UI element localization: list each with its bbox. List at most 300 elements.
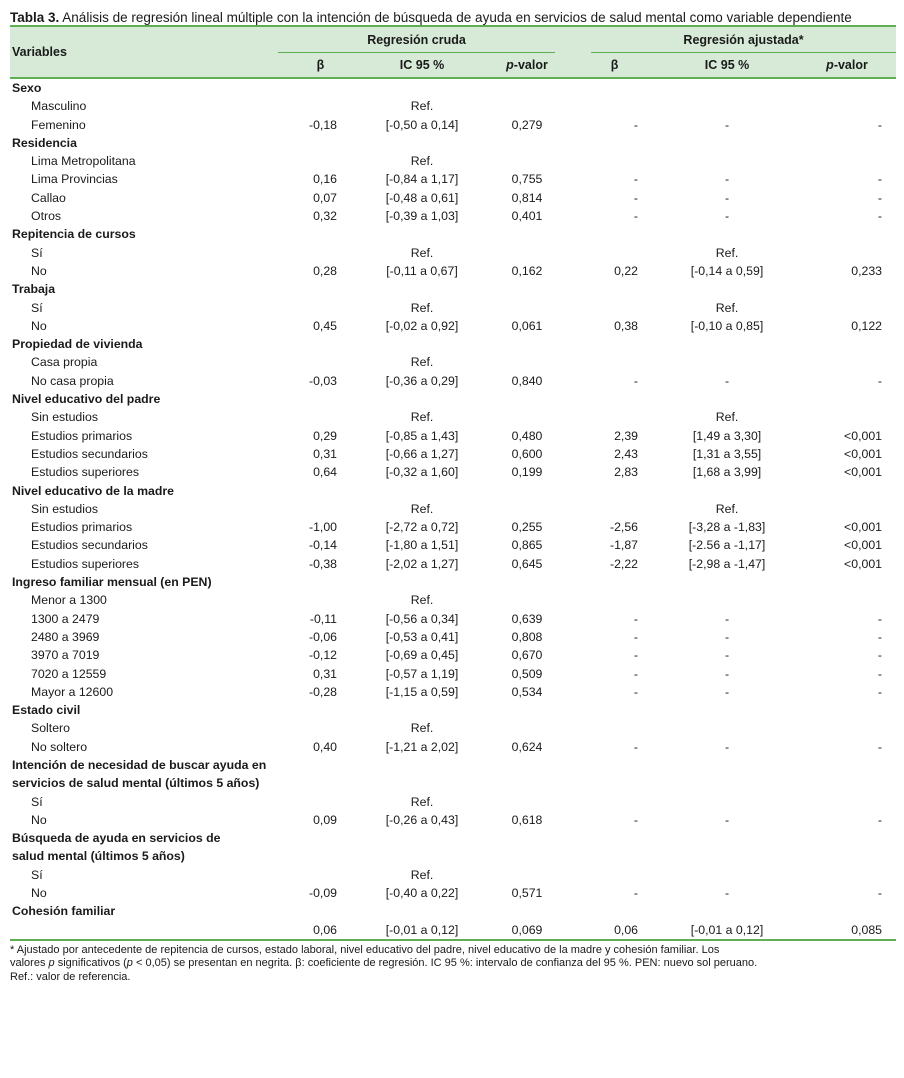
cell-beta-adjusted: 0,22 (614, 263, 639, 278)
header-p-crude (481, 53, 573, 78)
cell-beta-crude (278, 299, 363, 317)
row-label: Otros (31, 209, 62, 224)
table-row (10, 372, 896, 390)
cell-beta-crude: 0,31 (313, 446, 337, 461)
header-p-adjusted-suffix: -valor (833, 58, 868, 72)
cell-p-adjusted (798, 902, 896, 920)
row-label: Estudios secundarios (31, 446, 148, 461)
row-label: Sin estudios (31, 501, 98, 516)
cell-beta-adjusted (573, 774, 656, 792)
cell-ci-crude: [-0,53 a 0,41] (385, 629, 459, 644)
cell-ci-adjusted (656, 390, 798, 408)
row-label: No (31, 263, 47, 278)
cell-p-crude: 0,480 (511, 428, 543, 443)
cell-p-adjusted: <0,001 (844, 428, 883, 443)
cell-ci-crude: Ref. (410, 99, 434, 114)
category-label: Trabaja (12, 282, 56, 297)
cell-beta-crude (278, 97, 363, 115)
cell-p-crude: 0,755 (511, 172, 543, 187)
cell-ci-crude (363, 78, 481, 97)
cell-beta-crude: -0,12 (308, 648, 337, 663)
cell-p-crude: 0,639 (511, 611, 543, 626)
cell-ci-adjusted (656, 78, 798, 97)
table-row (10, 353, 896, 371)
row-label: Mayor a 12600 (31, 684, 114, 699)
cell-beta-crude: -0,14 (308, 538, 337, 553)
cell-ci-crude: [-2,02 a 1,27] (385, 556, 459, 571)
category-row (10, 280, 896, 298)
cell-ci-crude: [-0,69 a 0,45] (385, 648, 459, 663)
cell-p-crude: 0,670 (511, 648, 543, 663)
category-label: Estado civil (12, 703, 81, 718)
cell-p-adjusted (798, 408, 896, 426)
table-row (10, 719, 896, 737)
table-figure (10, 10, 896, 984)
cell-p-crude (481, 244, 573, 262)
cell-ci-crude: [-0,50 a 0,14] (385, 117, 459, 132)
cell-p-adjusted (798, 701, 896, 719)
table-body (10, 78, 896, 940)
table-row (10, 884, 896, 902)
cell-p-adjusted: <0,001 (844, 446, 883, 461)
cell-beta-crude (278, 847, 363, 865)
cell-p-adjusted: 0,122 (851, 318, 883, 333)
cell-ci-crude (363, 573, 481, 591)
cell-ci-adjusted: - (724, 886, 730, 901)
cell-ci-adjusted (656, 793, 798, 811)
table-row (10, 445, 896, 463)
cell-ci-crude: Ref. (410, 501, 434, 516)
cell-beta-crude (278, 134, 363, 152)
cell-p-adjusted: - (877, 739, 883, 754)
cell-ci-adjusted: Ref. (715, 410, 739, 425)
cell-beta-adjusted (573, 701, 656, 719)
cell-ci-adjusted (656, 866, 798, 884)
cell-p-crude: 0,865 (511, 538, 543, 553)
category-row (10, 573, 896, 591)
header-variables: Variables (10, 26, 278, 78)
cell-ci-crude: [-0,40 a 0,22] (385, 886, 459, 901)
cell-ci-adjusted: [-2,98 a -1,47] (688, 556, 766, 571)
row-label: Soltero (31, 721, 70, 736)
cell-ci-crude (363, 756, 481, 774)
cell-ci-crude: Ref. (410, 355, 434, 370)
cell-ci-adjusted: - (724, 190, 730, 205)
table-row (10, 207, 896, 225)
table-row (10, 738, 896, 756)
cell-beta-adjusted (573, 902, 656, 920)
cell-ci-adjusted: - (724, 739, 730, 754)
category-row (10, 774, 896, 792)
cell-p-crude: 0,061 (511, 318, 543, 333)
cell-beta-adjusted (573, 793, 656, 811)
cell-p-adjusted (798, 500, 896, 518)
cell-ci-crude (363, 774, 481, 792)
cell-beta-adjusted: 0,38 (614, 318, 639, 333)
cell-ci-adjusted (656, 774, 798, 792)
cell-beta-crude (278, 408, 363, 426)
cell-beta-adjusted (573, 335, 656, 353)
table-row (10, 262, 896, 280)
table-row (10, 518, 896, 536)
cell-ci-adjusted: [-0,14 a 0,59] (690, 263, 764, 278)
cell-beta-adjusted (573, 866, 656, 884)
cell-beta-adjusted (573, 134, 656, 152)
cell-ci-adjusted (656, 97, 798, 115)
table-row (10, 610, 896, 628)
category-row (10, 335, 896, 353)
cell-ci-crude: [-0,66 a 1,27] (385, 446, 459, 461)
row-label: 7020 a 12559 (31, 666, 107, 681)
footnote-line-2-b: significativos ( (54, 957, 127, 970)
cell-ci-crude (363, 225, 481, 243)
table-row (10, 152, 896, 170)
cell-beta-crude (278, 280, 363, 298)
cell-p-crude: 0,600 (511, 446, 543, 461)
row-label: No (31, 886, 47, 901)
cell-p-adjusted (798, 793, 896, 811)
cell-beta-crude (278, 774, 363, 792)
category-label: Cohesión familiar (12, 904, 116, 919)
cell-ci-crude (363, 390, 481, 408)
cell-ci-adjusted: - (724, 812, 730, 827)
cell-p-crude (481, 280, 573, 298)
cell-p-adjusted (798, 78, 896, 97)
cell-beta-crude: -0,28 (308, 684, 337, 699)
row-label: No soltero (31, 739, 88, 754)
cell-p-crude: 0,618 (511, 812, 543, 827)
cell-p-adjusted: - (877, 172, 883, 187)
row-label: Femenino (31, 117, 86, 132)
cell-beta-adjusted (573, 353, 656, 371)
cell-p-crude (481, 335, 573, 353)
cell-ci-adjusted: - (724, 611, 730, 626)
regression-table (10, 25, 896, 941)
cell-p-adjusted (798, 390, 896, 408)
cell-p-crude (481, 866, 573, 884)
category-row (10, 134, 896, 152)
cell-beta-crude (278, 591, 363, 609)
cell-beta-crude: 0,40 (313, 739, 337, 754)
table-row (10, 317, 896, 335)
header-group-adjusted-label: Regresión ajustada* (591, 28, 896, 53)
category-label: Nivel educativo del padre (12, 392, 161, 407)
cell-ci-crude (363, 829, 481, 847)
row-label: Masculino (31, 99, 87, 114)
table-row (10, 921, 896, 940)
cell-beta-crude: 0,06 (278, 921, 363, 940)
row-label: Sí (31, 245, 43, 260)
cell-p-adjusted: - (877, 611, 883, 626)
cell-p-adjusted (798, 152, 896, 170)
cell-p-adjusted (798, 134, 896, 152)
cell-p-adjusted: 0,233 (851, 263, 883, 278)
row-label: Lima Provincias (31, 172, 118, 187)
cell-ci-crude: Ref. (410, 300, 434, 315)
cell-p-adjusted: - (877, 117, 883, 132)
cell-beta-crude (278, 866, 363, 884)
cell-p-adjusted: <0,001 (844, 520, 883, 535)
cell-ci-crude (363, 335, 481, 353)
cell-ci-adjusted: [-0,10 a 0,85] (690, 318, 764, 333)
cell-p-adjusted: - (877, 648, 883, 663)
row-label: No (31, 318, 47, 333)
category-label: salud mental (últimos 5 años) (12, 849, 185, 864)
cell-p-crude (481, 829, 573, 847)
cell-p-crude: 0,624 (511, 739, 543, 754)
cell-p-adjusted (798, 756, 896, 774)
cell-p-crude: 0,840 (511, 373, 543, 388)
cell-ci-adjusted: - (724, 373, 730, 388)
cell-p-adjusted: - (877, 373, 883, 388)
category-row (10, 756, 896, 774)
cell-beta-crude: 0,64 (313, 465, 337, 480)
cell-ci-crude: Ref. (410, 245, 434, 260)
table-row (10, 793, 896, 811)
cell-ci-crude: [-0,84 a 1,17] (385, 172, 459, 187)
footnote-p-italic-2: p (126, 957, 133, 970)
table-row (10, 500, 896, 518)
cell-ci-crude: Ref. (410, 794, 434, 809)
cell-ci-crude (363, 280, 481, 298)
cell-p-crude: 0,571 (511, 886, 543, 901)
cell-beta-adjusted: -2,56 (609, 520, 639, 535)
cell-p-adjusted (798, 866, 896, 884)
cell-beta-crude (278, 225, 363, 243)
cell-p-crude: 0,279 (511, 117, 543, 132)
cell-p-adjusted: - (877, 886, 883, 901)
cell-beta-adjusted (573, 390, 656, 408)
cell-beta-adjusted (573, 482, 656, 500)
cell-beta-adjusted: - (633, 611, 639, 626)
cell-ci-adjusted (656, 719, 798, 737)
cell-beta-adjusted: - (633, 666, 639, 681)
cell-beta-adjusted (573, 591, 656, 609)
category-label: servicios de salud mental (últimos 5 años) (12, 776, 260, 791)
cell-p-adjusted (798, 482, 896, 500)
cell-beta-adjusted: -2,22 (609, 556, 639, 571)
table-row (10, 170, 896, 188)
cell-beta-crude (278, 353, 363, 371)
category-label: Búsqueda de ayuda en servicios de (12, 831, 221, 846)
cell-ci-crude: Ref. (410, 721, 434, 736)
cell-p-crude (481, 225, 573, 243)
table-row (10, 866, 896, 884)
cell-p-crude (481, 97, 573, 115)
row-label (10, 921, 278, 940)
cell-p-adjusted (798, 774, 896, 792)
cell-beta-adjusted: -1,87 (609, 538, 639, 553)
cell-beta-crude: 0,09 (313, 812, 337, 827)
cell-ci-adjusted (656, 353, 798, 371)
table-row (10, 811, 896, 829)
header-p-adjusted (798, 53, 896, 78)
cell-ci-crude (363, 134, 481, 152)
cell-ci-adjusted (656, 335, 798, 353)
table-header (10, 26, 896, 78)
row-label: Estudios superiores (31, 465, 139, 480)
category-row (10, 701, 896, 719)
cell-p-crude (481, 299, 573, 317)
table-row (10, 646, 896, 664)
cell-p-adjusted: <0,001 (844, 465, 883, 480)
cell-p-adjusted: - (877, 684, 883, 699)
cell-ci-adjusted: - (724, 666, 730, 681)
cell-p-adjusted: <0,001 (844, 538, 883, 553)
footnote-p-italic-1: p (48, 957, 55, 970)
row-label: Sí (31, 794, 43, 809)
cell-ci-adjusted: - (724, 117, 730, 132)
cell-p-crude (481, 847, 573, 865)
cell-ci-adjusted (656, 152, 798, 170)
row-label: Estudios primarios (31, 428, 133, 443)
table-row (10, 628, 896, 646)
cell-beta-crude (278, 701, 363, 719)
cell-beta-adjusted: - (633, 209, 639, 224)
cell-p-crude (481, 482, 573, 500)
row-label: Sí (31, 300, 43, 315)
cell-ci-crude: [-0,32 a 1,60] (385, 465, 459, 480)
header-group-adjusted (573, 26, 896, 53)
category-row (10, 847, 896, 865)
cell-ci-adjusted: [1,49 a 3,30] (692, 428, 762, 443)
cell-p-adjusted (798, 280, 896, 298)
cell-ci-crude: [-1,21 a 2,02] (385, 739, 459, 754)
cell-ci-crude: [-0,56 a 0,34] (385, 611, 459, 626)
table-row (10, 97, 896, 115)
cell-p-crude (481, 701, 573, 719)
cell-beta-adjusted (573, 280, 656, 298)
caption-label: Tabla 3. (10, 10, 60, 25)
cell-ci-adjusted: [-3,28 a -1,83] (688, 520, 766, 535)
cell-ci-adjusted: Ref. (715, 245, 739, 260)
cell-ci-adjusted: - (724, 684, 730, 699)
category-row (10, 829, 896, 847)
cell-p-adjusted: - (877, 812, 883, 827)
table-row (10, 591, 896, 609)
cell-ci-adjusted: [1,68 a 3,99] (692, 465, 762, 480)
cell-ci-adjusted: - (724, 209, 730, 224)
row-label: Callao (31, 190, 66, 205)
cell-ci-crude: [-0,57 a 1,19] (385, 666, 459, 681)
cell-beta-crude: -0,18 (308, 117, 337, 132)
category-row (10, 225, 896, 243)
cell-beta-adjusted: - (633, 684, 639, 699)
cell-ci-adjusted: - (724, 629, 730, 644)
cell-beta-adjusted (573, 573, 656, 591)
cell-p-adjusted (798, 829, 896, 847)
cell-p-adjusted (798, 847, 896, 865)
cell-ci-crude: Ref. (410, 154, 434, 169)
cell-p-crude (481, 591, 573, 609)
header-ci-adjusted: IC 95 % (656, 53, 798, 78)
row-label: 2480 a 3969 (31, 629, 100, 644)
category-label: Propiedad de vivienda (12, 337, 143, 352)
row-label: Estudios primarios (31, 520, 133, 535)
row-label: Estudios secundarios (31, 538, 148, 553)
header-p-adjusted-italic: p (826, 58, 834, 72)
cell-ci-crude (363, 902, 481, 920)
cell-p-crude (481, 152, 573, 170)
cell-beta-adjusted: 2,39 (614, 428, 639, 443)
table-row (10, 665, 896, 683)
row-label: No casa propia (31, 373, 114, 388)
cell-beta-adjusted (573, 97, 656, 115)
cell-p-adjusted: - (877, 190, 883, 205)
cell-beta-crude: -0,09 (308, 886, 337, 901)
footnote-line-1: * Ajustado por antecedente de repitencia de cursos, estado laboral, nivel educativo del padre, nivel educativo de la madre y cohesión familiar. Los (10, 943, 720, 956)
category-row (10, 390, 896, 408)
cell-beta-crude: -1,00 (308, 520, 337, 535)
cell-p-crude: 0,401 (511, 209, 543, 224)
header-beta-crude: β (278, 53, 363, 78)
cell-ci-crude: [-0,36 a 0,29] (385, 373, 459, 388)
cell-ci-crude: Ref. (410, 410, 434, 425)
cell-beta-adjusted (573, 78, 656, 97)
cell-p-adjusted (798, 591, 896, 609)
footnote-line-3: Ref.: valor de referencia. (10, 970, 131, 983)
cell-p-crude (481, 408, 573, 426)
cell-p-adjusted (798, 225, 896, 243)
cell-ci-crude: [-0,02 a 0,92] (385, 318, 459, 333)
cell-ci-adjusted: Ref. (715, 501, 739, 516)
cell-ci-adjusted (656, 134, 798, 152)
cell-p-crude (481, 774, 573, 792)
header-ci-crude: IC 95 % (363, 53, 481, 78)
cell-beta-adjusted: - (633, 373, 639, 388)
cell-p-adjusted: - (877, 666, 883, 681)
cell-ci-adjusted: Ref. (715, 300, 739, 315)
cell-beta-adjusted: - (633, 190, 639, 205)
category-row (10, 482, 896, 500)
cell-beta-crude (278, 390, 363, 408)
cell-ci-crude: Ref. (410, 593, 434, 608)
header-group-crude (278, 26, 573, 53)
cell-beta-adjusted (573, 829, 656, 847)
cell-ci-adjusted: - (724, 172, 730, 187)
table-row (10, 299, 896, 317)
cell-beta-crude (278, 829, 363, 847)
footnote-line-2-c: < 0,05) se presentan en negrita. β: coeficiente de regresión. IC 95 %: intervalo de confianza del 95 %. PEN: nuevo sol peruano. (132, 957, 758, 970)
cell-beta-adjusted (573, 225, 656, 243)
caption-text: Análisis de regresión lineal múltiple con la intención de búsqueda de ayuda en servicios de salud mental como variable dependiente (62, 10, 852, 25)
cell-p-adjusted (798, 573, 896, 591)
cell-beta-adjusted (573, 244, 656, 262)
cell-ci-adjusted (656, 701, 798, 719)
cell-ci-adjusted: [-2.56 a -1,17] (688, 538, 766, 553)
table-row (10, 427, 896, 445)
table-row (10, 116, 896, 134)
cell-ci-crude (363, 482, 481, 500)
header-p-crude-suffix: -valor (513, 58, 548, 72)
cell-ci-adjusted: [-0,01 a 0,12] (656, 921, 798, 940)
row-label: 3970 a 7019 (31, 648, 100, 663)
cell-beta-adjusted: - (633, 172, 639, 187)
cell-ci-adjusted (656, 756, 798, 774)
footnote-line-2 (10, 957, 896, 971)
cell-ci-crude: [-0,48 a 0,61] (385, 190, 459, 205)
cell-beta-crude: 0,45 (313, 318, 337, 333)
cell-ci-crude: [-0,11 a 0,67] (386, 263, 458, 278)
cell-p-crude (481, 353, 573, 371)
row-label: Sin estudios (31, 410, 98, 425)
cell-p-adjusted (798, 97, 896, 115)
category-label: Sexo (12, 81, 42, 95)
table-row (10, 189, 896, 207)
cell-beta-crude (278, 793, 363, 811)
cell-p-crude: 0,534 (511, 684, 543, 699)
cell-p-adjusted (798, 299, 896, 317)
